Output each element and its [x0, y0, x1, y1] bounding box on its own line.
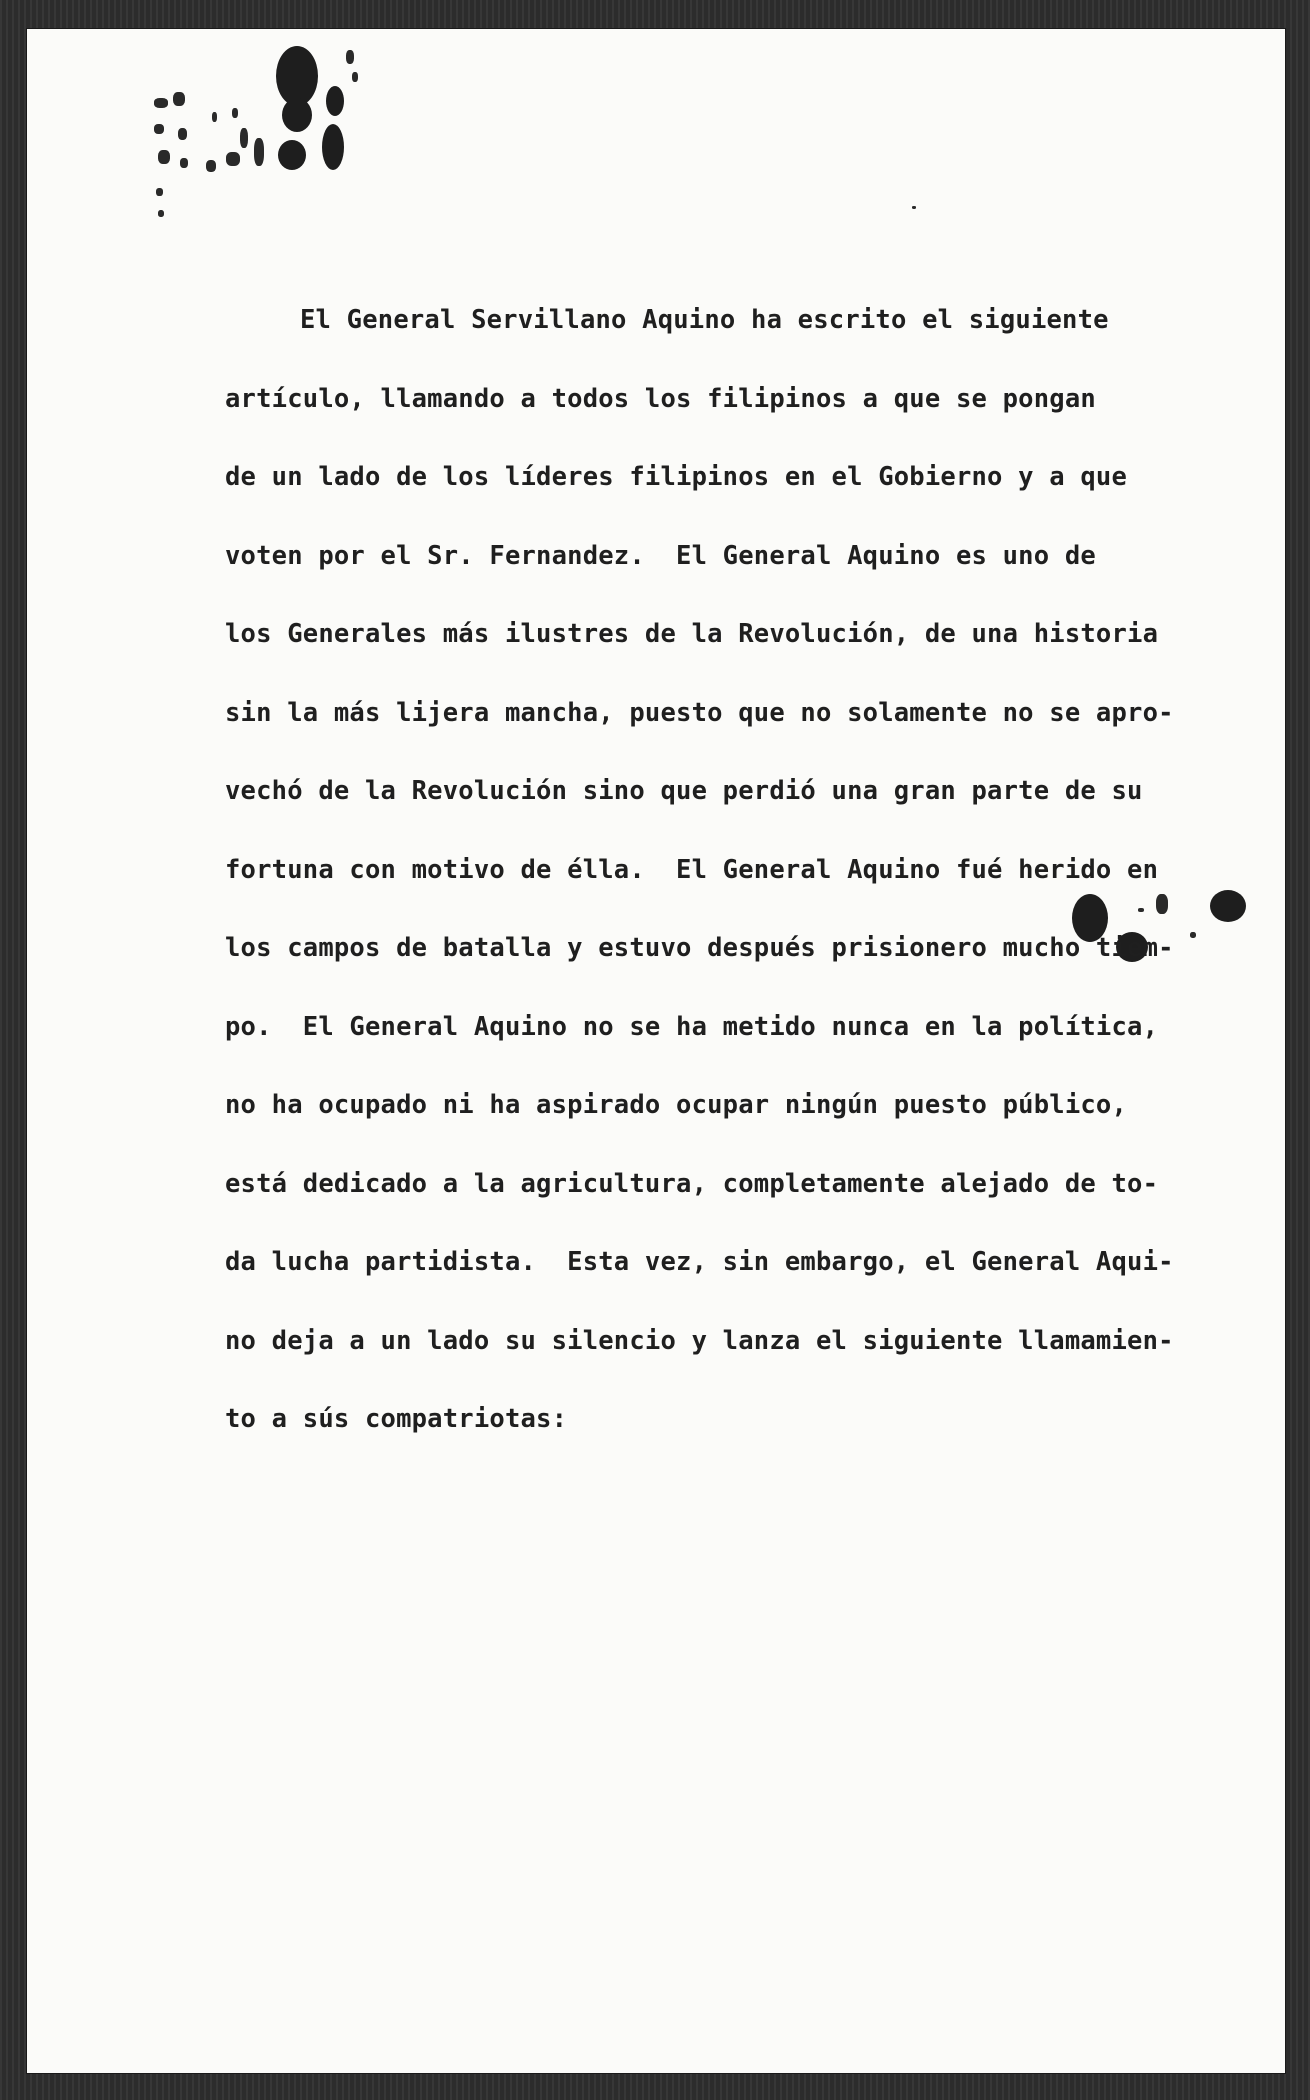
text-line: sin la más lijera mancha, puesto que no solamente no se apro- — [225, 697, 1174, 728]
text-line: no ha ocupado ni ha aspirado ocupar ningún puesto público, — [225, 1090, 1128, 1120]
typed-paragraph — [225, 290, 1185, 1468]
text-line: fortuna con motivo de élla. El General Aquino fué herido en — [225, 854, 1159, 885]
ink-dot — [912, 206, 916, 209]
text-line: está dedicado a la agricultura, completamente alejado de to- — [225, 1168, 1159, 1199]
text-line: po. El General Aquino no se ha metido nunca en la política, — [225, 1011, 1159, 1042]
text-line: no deja a un lado su silencio y lanza el siguiente llamamien- — [225, 1325, 1174, 1356]
text-line: los Generales más ilustres de la Revolución, de una historia — [225, 619, 1159, 649]
text-line: voten por el Sr. Fernandez. El General Aquino es uno de — [225, 540, 1096, 571]
text-line: to a sús compatriotas: — [225, 1404, 568, 1434]
text-line: artículo, llamando a todos los filipinos a que se pongan — [225, 383, 1096, 414]
text-line: da lucha partidista. Esta vez, sin embargo, el General Aqui- — [225, 1247, 1174, 1277]
document-page — [26, 28, 1286, 2074]
text-line: vechó de la Revolución sino que perdió una gran parte de su — [225, 776, 1143, 806]
text-line: de un lado de los líderes filipinos en el Gobierno y a que — [225, 462, 1128, 492]
text-line: El General Servillano Aquino ha escrito el siguiente — [300, 305, 1109, 335]
text-line: los campos de batalla y estuvo después prisionero mucho tiem- — [225, 933, 1174, 963]
